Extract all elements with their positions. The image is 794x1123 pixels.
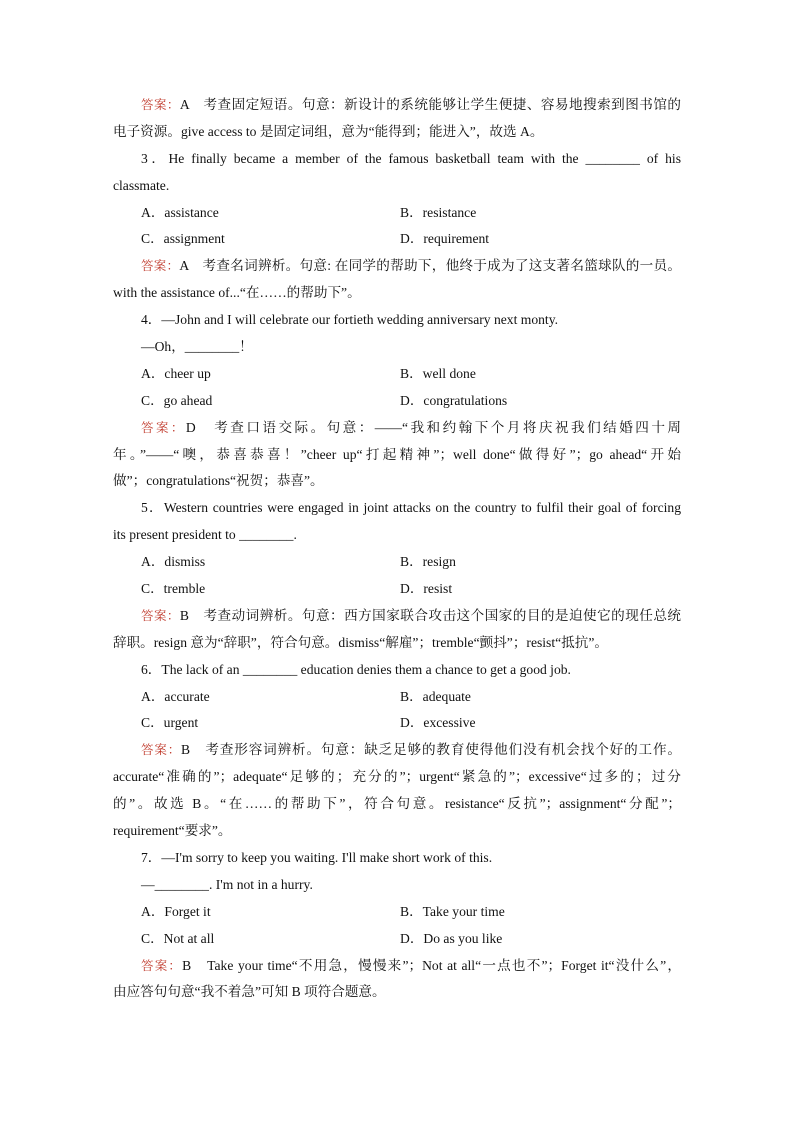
answer-label: 答案：: [141, 97, 180, 112]
option-right: D．resist: [400, 581, 453, 597]
option-right: B．resign: [400, 554, 456, 570]
line-text: D 考查口语交际。句意：——“我和约翰下个月将庆祝我们结婚四十周: [185, 419, 681, 435]
text-line: [113, 336, 681, 363]
answer-label: 答案：: [141, 419, 186, 435]
option-row: [113, 712, 681, 739]
option-right: D．Do as you like: [400, 930, 503, 946]
line-text: 年。”——“噢，恭喜恭喜！”cheer up“打起精神”；well done“做得好”；go ahead“开始: [113, 446, 681, 462]
line-text: 做”；congratulations“祝贺；恭喜”。: [113, 473, 324, 489]
text-line: [113, 121, 681, 148]
text-line: [113, 444, 681, 471]
line-text: A 考查名词辨析。句意: 在同学的帮助下，他终于成为了这支著名篮球队的一员。: [179, 258, 681, 274]
option-row: [113, 928, 681, 955]
option-left: A．assistance: [141, 204, 219, 220]
line-text: 的”。故选 B。“在……的帮助下”，符合句意。resistance“反抗”；assignment“分配”；: [113, 796, 681, 812]
line-text: 7．—I'm sorry to keep you waiting. I'll make short work of this.: [141, 849, 493, 865]
answer-label: 答案：: [141, 957, 183, 973]
line-text: accurate“准确的”；adequate“足够的；充分的”；urgent“紧急的”；excessive“过多的；过分: [113, 769, 681, 785]
option-right: D．requirement: [400, 231, 490, 247]
text-line: [113, 282, 681, 309]
text-line: [113, 148, 681, 175]
option-left: C．assignment: [141, 231, 225, 247]
option-right: B．adequate: [400, 688, 471, 704]
line-text: 4．—John and I will celebrate our fortieth wedding anniversary next monty.: [141, 312, 559, 328]
line-text: B Take your time“不用急，慢慢来”；Not at all“一点也不”；Forget it“没什么”，: [182, 957, 681, 973]
option-right: B．resistance: [400, 204, 477, 220]
answer-line: [113, 94, 681, 121]
line-text: 电子资源。give access to 是固定词组，意为“能得到；能进入”，故选 A。: [113, 123, 544, 139]
answer-line: [113, 739, 681, 766]
text-line: [113, 309, 681, 336]
answer-line: [113, 605, 681, 632]
answer-line: [113, 255, 681, 282]
option-row: [113, 228, 681, 255]
text-line: [113, 981, 681, 1008]
text-line: [113, 793, 681, 820]
option-row: [113, 202, 681, 229]
answer-label: 答案：: [141, 607, 180, 623]
answer-line: [113, 955, 681, 982]
line-text: B 考查动词辨析。句意：西方国家联合攻击这个国家的目的是迫使它的现任总统: [179, 607, 681, 623]
line-text: 由应答句句意“我不着急”可知 B 项符合题意。: [113, 984, 386, 1000]
option-left: C．urgent: [141, 715, 199, 731]
option-row: [113, 686, 681, 713]
option-right: B．well done: [400, 365, 476, 381]
line-text: its present president to ________.: [113, 527, 297, 543]
option-row: [113, 363, 681, 390]
line-text: requirement“要求”。: [113, 823, 232, 839]
option-left: A．Forget it: [141, 903, 211, 919]
line-text: 5．Western countries were engaged in joint attacks on the country to fulfil their goal of forcing: [141, 500, 681, 516]
line-text: —________. I'm not in a hurry.: [141, 876, 313, 892]
text-line: [113, 766, 681, 793]
line-text: 3．He finally became a member of the famous basketball team with the ________ of his: [141, 150, 681, 166]
line-text: 6．The lack of an ________ education denies them a chance to get a good job.: [141, 661, 571, 677]
option-right: D．excessive: [400, 715, 476, 731]
option-right: B．Take your time: [400, 903, 505, 919]
text-line: [113, 659, 681, 686]
line-text: 辞职。resign 意为“辞职”，符合句意。dismiss“解雇”；tremble“颤抖”；resist“抵抗”。: [113, 634, 608, 650]
text-line: [113, 470, 681, 497]
option-left: C．tremble: [141, 581, 206, 597]
text-line: [113, 524, 681, 551]
line-text: A 考查固定短语。句意：新设计的系统能够让学生便捷、容易地搜索到图书馆的: [179, 97, 681, 112]
option-left: A．dismiss: [141, 554, 206, 570]
text-line: [113, 497, 681, 524]
text-line: [113, 847, 681, 874]
option-left: A．accurate: [141, 688, 210, 704]
answer-label: 答案：: [141, 742, 182, 758]
option-row: [113, 551, 681, 578]
line-text: B 考查形容词辨析。句意：缺乏足够的教育使得他们没有机会找个好的工作。: [181, 742, 681, 758]
document-page: [113, 94, 681, 1008]
text-line: [113, 874, 681, 901]
option-row: [113, 390, 681, 417]
line-text: —Oh，________！: [141, 339, 253, 355]
option-left: C．Not at all: [141, 930, 215, 946]
option-row: [113, 901, 681, 928]
option-left: C．go ahead: [141, 392, 213, 408]
text-line: [113, 632, 681, 659]
line-text: with the assistance of...“在……的帮助下”。: [113, 285, 361, 301]
option-right: D．congratulations: [400, 392, 508, 408]
option-row: [113, 578, 681, 605]
option-left: A．cheer up: [141, 365, 211, 381]
answer-line: [113, 417, 681, 444]
answer-label: 答案：: [141, 258, 180, 274]
line-text: classmate.: [113, 177, 170, 193]
text-line: [113, 820, 681, 847]
text-line: [113, 175, 681, 202]
